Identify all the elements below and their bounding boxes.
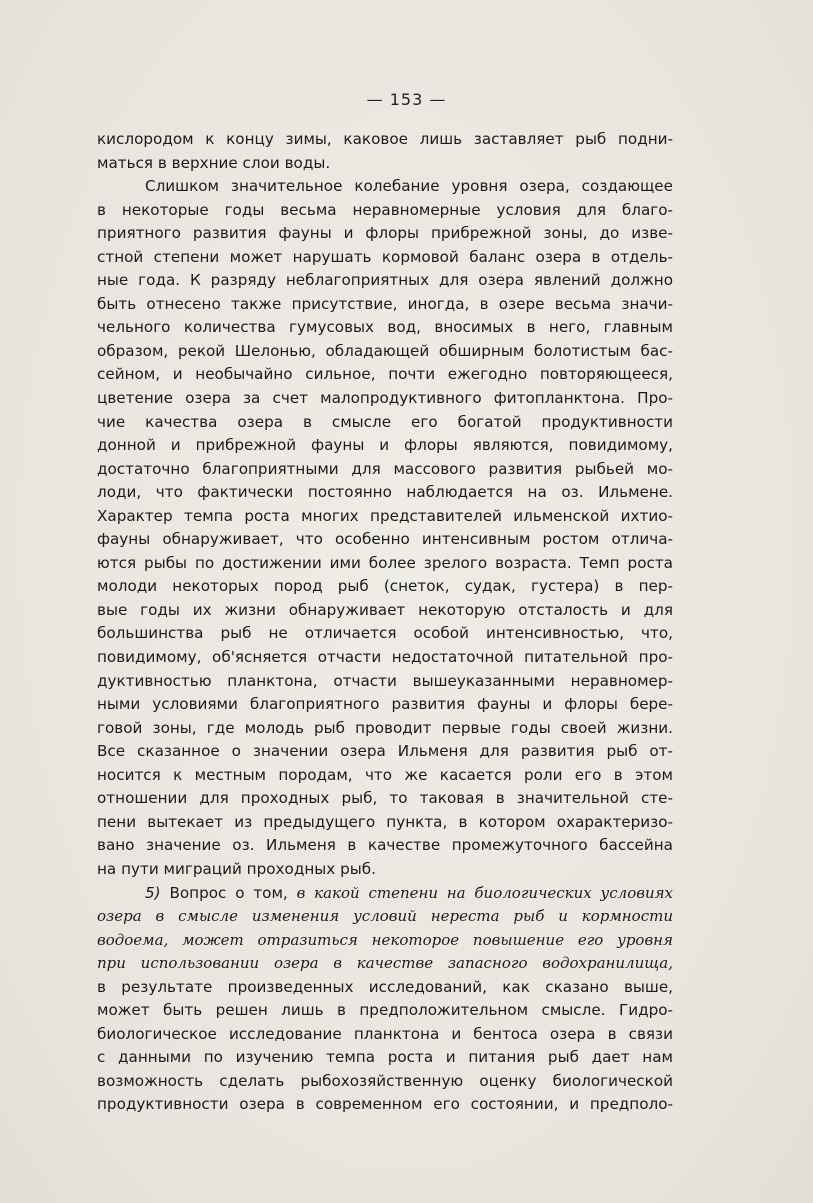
text-line: цветение озера за счет малопродуктивного фитопланктона. Про- [97,389,673,408]
text-line: продуктивности озера в современном его состоянии, и предполо- [97,1095,673,1114]
text-line: на пути миграций проходных рыб. [97,859,376,878]
text-line: вые годы их жизни обнаруживает некоторую отсталость и для [97,600,673,619]
text-line: носится к местным породам, что же касается роли его в этом [97,765,673,784]
text-line: стной степени может нарушать кормовой баланс озера в отдель- [97,247,673,266]
text-line: молоди некоторых пород рыб (снеток, судак, густера) в пер- [97,577,673,596]
text-line: чие качества озера в смысле его богатой продуктивности [97,412,673,431]
text-line: ются рыбы по достижении ими более зрелого возраста. Темп роста [97,553,673,572]
body-text [97,128,673,1117]
text-line: повидимому, об'ясняется отчасти недостаточной питательной про- [97,648,673,667]
text-line: достаточно благоприятными для массового развития рыбьей мо- [97,459,673,478]
text-line: возможность сделать рыбохозяйственную оценку биологической [97,1071,673,1090]
text-line: большинства рыб не отличается особой интенсивностью, что, [97,624,673,643]
text-line: Характер темпа роста многих представителей ильменской ихтио- [97,506,673,525]
text-line: вано значение оз. Ильменя в качестве промежуточного бассейна [97,836,673,855]
text-line: Все сказанное о значении озера Ильменя для развития рыб от- [97,742,673,761]
point-5-first-line [97,882,673,906]
text-line: фауны обнаруживает, что особенно интенсивным ростом отлича- [97,530,673,549]
text-line: лоди, что фактически постоянно наблюдается на оз. Ильмене. [97,483,673,502]
text-line: может быть решен лишь в предположительном смысле. Гидро- [97,1001,673,1020]
text-line: приятного развития фауны и флоры прибрежной зоны, до изве- [97,224,673,243]
text-line: Слишком значительное колебание уровня озера, создающее [145,177,673,196]
text-line: дуктивностью планктона, отчасти вышеуказанными неравномер- [97,671,673,690]
text-line: ные года. К разряду неблагоприятных для озера явлений должно [97,271,673,290]
text-line: донной и прибрежной фауны и флоры являются, повидимому, [97,436,673,455]
italic-line: озера в смысле изменения условий нереста рыб и кормности [97,907,673,926]
text-line: ными условиями благоприятного развития фауны и флоры бере- [97,695,673,714]
italic-line: при использовании озера в качестве запасного водохранилища, [97,954,673,973]
text-line: кислородом к концу зимы, каковое лишь заставляет рыб подни- [97,130,673,148]
text-line: отношении для проходных рыб, то таковая в значительной сте- [97,789,673,808]
point-intro: Вопрос о том, [169,883,288,902]
text-line: пени вытекает из предыдущего пункта, в котором охарактеризо- [97,812,673,831]
italic-line: водоема, может отразиться некоторое повышение его уровня [97,930,673,949]
text-line: маться в верхние слои воды. [97,153,331,172]
text-line: с данными по изучению темпа роста и питания рыб дает нам [97,1048,673,1067]
text-line: сейном, и необычайно сильное, почти ежегодно повторяющееся, [97,365,673,384]
text-line: в некоторые годы весьма неравномерные условия для благо- [97,200,673,219]
text-line: быть отнесено также присутствие, иногда, в озере весьма значи- [97,294,673,313]
text-line: образом, рекой Шелонью, обладающей обширным болотистым бас- [97,341,673,360]
point-number: 5) [145,883,161,902]
italic-phrase: в какой степени на биологических условиях [296,883,673,902]
text-line: чельного количества гумусовых вод, вносимых в него, главным [97,318,673,337]
page-number: — 153 — [366,90,447,109]
text-line: биологическое исследование планктона и бентоса озера в связи [97,1024,673,1043]
text-line: в результате произведенных исследований, как сказано выше, [97,977,673,996]
text-line: говой зоны, где молодь рыб проводит первые годы своей жизни. [97,718,673,737]
